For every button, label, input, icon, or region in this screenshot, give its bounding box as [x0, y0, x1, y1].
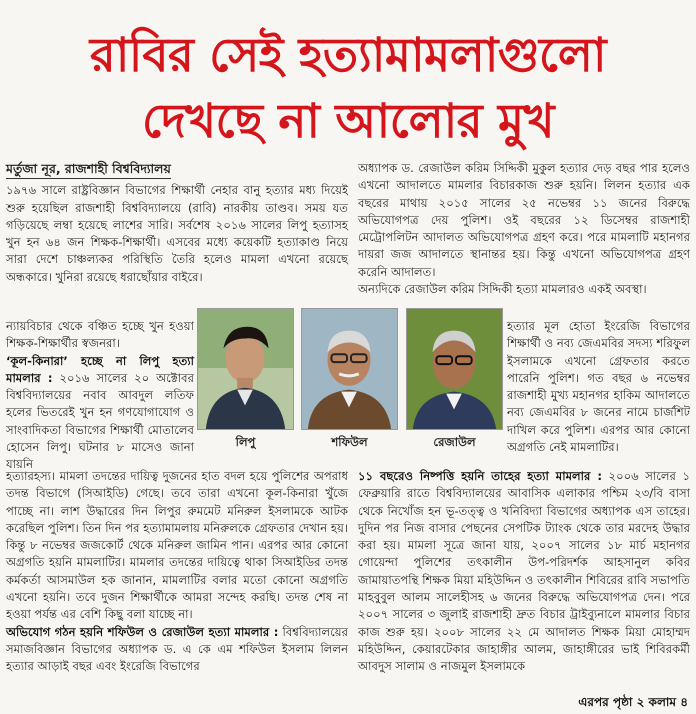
- byline: মর্তুজা নূর, রাজশাহী বিশ্ববিদ্যালয়: [6, 160, 171, 179]
- left-column-top: [6, 160, 348, 286]
- right-paragraph-1: অধ্যাপক ড. রেজাউল করিম সিদ্দিকী মুকুল হত্যার দেড় বছর পার হলেও এখনো আদালতে মামলার বিচারকাজ শুরু হয়নি। লিলন হত্যার এক বছরের মাথায় ২০১৫ সালের ২৫ নভেম্বর ১১ জনের বিরুদ্ধে অভিযোগপত্র দেয় পুলিশ। ওই বছরের ১২ ডিসেম্বর রাজশাহী মেট্রোপলিটন আদালত অভিযোগপত্র গ্রহণ করে। পরে মামলাটি মহানগর দায়রা জজ আদালতে স্থানান্তর হয়। কিন্তু এখনো অভিযোগপত্র গ্রহণ করেনি আদালত।: [358, 161, 690, 279]
- intro-tail: ন্যায়বিচার থেকে বঞ্চিত হচ্ছে খুন হওয়া শিক্ষক-শিক্ষার্থীর স্বজনরা।: [6, 319, 194, 351]
- lipu-section-body: ২০১৬ সালের ২০ অক্টোবর বিশ্ববিদ্যালয়ের নবাব আবদুল লতিফ হলের ভিতরেই খুন হন গণযোগাযোগ ও সাংবাদিকতা বিভাগের শিক্ষার্থী মোতালেব হোসেন লিপু। ঘটনার ৮ মাসেও জানা যায়নি: [6, 370, 194, 472]
- photo-lipu: [197, 308, 294, 430]
- right-column-bottom: [358, 468, 690, 676]
- left-column-bottom: [6, 468, 348, 676]
- taher-section-heading: ১১ বছরেও নিষ্পত্তি হয়নি তাহের হত্যা মামলার :: [358, 469, 602, 483]
- photo-caption-lipu: লিপু: [235, 435, 256, 449]
- lipu-section-continued: হত্যারহস্য। মামলা তদন্তের দায়িত্ব দুজনের হাত বদল হয়ে পুলিশের অপরাধ তদন্ত বিভাগে (সিআইডি) গেছে। তবে তারা এখনো কূল-কিনারা খুঁজে পাচ্ছে না। লাশ উদ্ধারের দিন লিপুর রুমমেট মনিরুল ইসলামকে আটক করেছিল পুলিশ। তিন দিন পর হত্যামামলায় মনিরুলকে গ্রেফতার দেখান হয়। কিন্তু ৮ নভেম্বর জজকোর্ট থেকে মনিরুল জামিন পান। এরপর আর কোনো অগ্রগতি হয়নি মামলাটির। মামলার তদন্তের দায়িত্বে থাকা সিআইডির তদন্ত কর্মকর্তা আসমাউল হক জানান, মামলাটির বলার মতো কোনো অগ্রগতি এখনো হয়নি। তবে দুজন শিক্ষার্থীকে আমরা সন্দেহ করছি। তদন্ত শেষ না হওয়া পর্যন্ত এর বেশি কিছু বলা যাচ্ছে না।: [6, 469, 348, 622]
- right-paragraph-2: অন্যদিকে রেজাউল করিম সিদ্দিকী হত্যা মামলারও একই অবস্থা।: [358, 282, 647, 297]
- shafiul-rezaul-heading: অভিযোগ গঠন হয়নি শফিউল ও রেজাউল হত্যা মামলার :: [6, 624, 279, 639]
- headline-line-2: দেখছে না আলোর মুখ: [142, 94, 554, 149]
- photo-strip: [197, 308, 503, 458]
- shafiul-rezaul-body: বিশ্ববিদ্যালয়ের সমাজবিজ্ঞান বিভাগের অধ্যাপক ড. এ কে এম শফিউল ইসলাম লিলন হত্যার আড়াই বছর এবং ইংরেজি বিভাগের: [6, 624, 349, 674]
- taher-section-body: ২০০৬ সালের ১ ফেব্রুয়ারি রাতে বিশ্ববিদ্যালয়ের আবাসিক এলাকার পশ্চিম ২৩/বি বাসা থেকে নিখোঁজ হন ভূ-তত্ত্ব ও খনিবিদ্যা বিভাগের অধ্যাপক এস তাহের। দুদিন পর নিজ বাসার পেছনের সেপটিক ট্যাংক থেকে তার মরদেহ উদ্ধার করা হয়। মামলা সূত্রে জানা যায়, ২০০৭ সালের ১৮ মার্চ মহানগর গোয়েন্দা পুলিশের তৎকালীন উপ-পরিদর্শক আহসানুল কবির জামায়াতপন্থি শিক্ষক মিয়া মহিউদ্দিন ও তৎকালীন শিবিরের রাবি সভাপতি মাহবুবুল আলম সালেহীসহ ৬ জনের বিরুদ্ধে অভিযোগপত্র দেন। পরে ২০০৭ সালের ৩ জুলাই রাজশাহী দ্রুত বিচার ট্রাইব্যুনালে মামলার বিচার কাজ শুরু হয়। ২০০৮ সালের ২২ মে আদালত শিক্ষক মিয়া মোহাম্মদ মহিউদ্দিন, কেয়ারটেকার জাহাঙ্গীর আলম, জাহাঙ্গীরের ভাই শিবিরকর্মী আবদুস সালাম ও নাজমুল ইসলামকে: [358, 469, 690, 674]
- photo-caption-rezaul: রেজাউল: [433, 435, 476, 449]
- photo-caption-shafiul: শফিউল: [331, 435, 368, 449]
- headline-line-1: রাবির সেই হত্যামামলাগুলো: [89, 28, 607, 83]
- headline: [0, 0, 696, 155]
- photo-shafiul: [301, 308, 398, 430]
- lipu-section-heading: ‘কূল-কিনারা’ হচ্ছে না লিপু হত্যা মামলার :: [6, 353, 194, 385]
- continuation-note: এরপর পৃষ্ঠা ২ কলাম ৪: [578, 695, 688, 709]
- photo-rezaul: [406, 308, 503, 430]
- left-column-narrow: [6, 318, 194, 474]
- intro-paragraph: ১৯৭৬ সালে রাষ্ট্রবিজ্ঞান বিভাগের শিক্ষার্থী নেহার বানু হত্যার মধ্য দিয়েই শুরু হয়েছিল রাজশাহী বিশ্ববিদ্যালয়ে (রাবি) নারকীয় তাণ্ডব। সময় যত গড়িয়েছে লম্বা হয়েছে লাশের সারি। সর্বশেষ ২০১৬ সালের লিপু হত্যাসহ খুন হন ৬৪ জন শিক্ষক-শিক্ষার্থী। এসবের মধ্যে কয়েকটি হত্যাকাণ্ড নিয়ে সারা দেশে চাঞ্চল্যকর পরিস্থিতি তৈরি হলেও মামলা এখনো রয়েছে অন্ধকারে। খুনিরা রয়েছে ধরাছোঁয়ার বাইরে।: [6, 183, 348, 284]
- rezaul-case-body: হত্যার মূল হোতা ইংরেজি বিভাগের শিক্ষার্থী ও নব্য জেএমবির সদস্য শরিফুল ইসলামকে এখনো গ্রেফতার করতে পারেনি পুলিশ। গত বছর ৬ নভেম্বর রাজশাহী মুখ্য মহানগর হাকিম আদালতে নব্য জেএমবির ৮ জনের নামে চার্জশিট দাখিল করে পুলিশ। এরপর আর কোনো অগ্রগতি নেই মামলাটির।: [507, 319, 690, 455]
- right-column-narrow: [507, 318, 690, 456]
- right-column-top: [358, 160, 690, 298]
